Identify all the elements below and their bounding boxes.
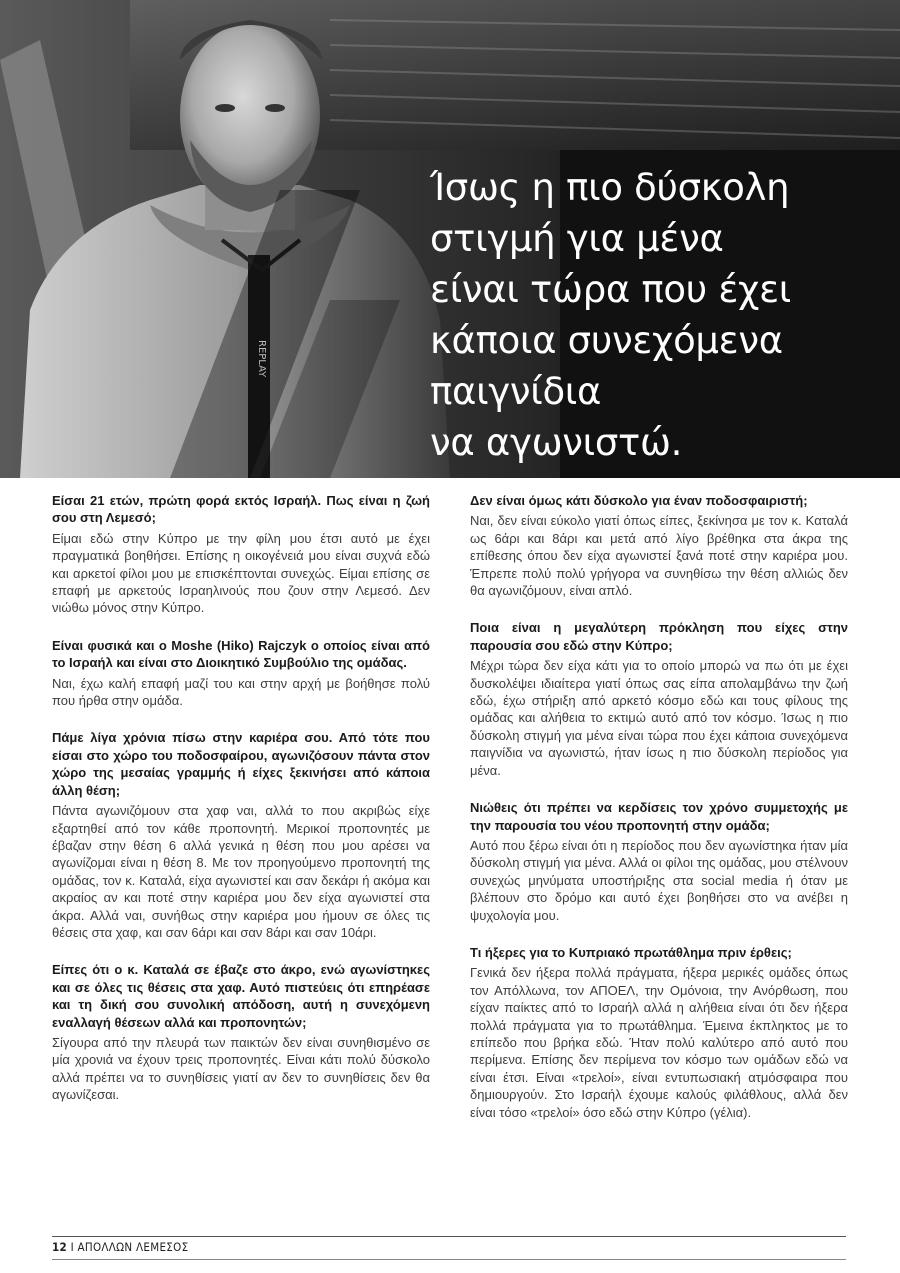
magazine-name: ΑΠΟΛΛΩΝ ΛΕΜΕΣΟΣ bbox=[77, 1240, 189, 1254]
interview-question: Νιώθεις ότι πρέπει να κερδίσεις τον χρόνο συμμετοχής με την παρουσία του νέου προπονητή στην ομάδα; bbox=[470, 800, 848, 833]
pull-quote bbox=[430, 162, 890, 468]
interview-question: Τι ήξερες για το Κυπριακό πρωτάθλημα πριν έρθεις; bbox=[470, 944, 792, 960]
qa-block bbox=[470, 619, 848, 779]
pull-quote-line: κάποια συνεχόμενα bbox=[430, 319, 783, 362]
pull-quote-line: στιγμή για μένα bbox=[430, 217, 724, 260]
qa-block bbox=[52, 637, 430, 710]
pull-quote-line: παιγνίδια bbox=[430, 370, 602, 413]
interview-answer: Σίγουρα από την πλευρά των παικτών δεν είναι συνηθισμένο σε μία χρονιά να έχουν τρεις προπονητές. Είναι κάτι πολύ δύσκολο αλλά πρέπει να το συνηθίσεις γιατί αν δεν το συνηθίσεις δεν θα αγωνίζεσαι. bbox=[52, 1034, 430, 1103]
footer-separator: I bbox=[67, 1240, 78, 1254]
qa-block bbox=[470, 944, 848, 1121]
qa-block bbox=[470, 492, 848, 599]
qa-block bbox=[52, 492, 430, 617]
interview-question: Είπες ότι ο κ. Καταλά σε έβαζε στο άκρο, ενώ αγωνίστηκες και σε όλες τις θέσεις στα χαφ. Αυτό πιστεύεις ότι επηρέασε και τη δική σου συνολική απόδοση, αυτή η συνεχόμενη εναλλαγή θέσεων αλλά και προπονητών; bbox=[52, 962, 430, 1030]
page-number: 12 bbox=[52, 1240, 67, 1254]
footer-rule bbox=[52, 1259, 846, 1260]
left-column bbox=[52, 492, 430, 1124]
interview-question: Είσαι 21 ετών, πρώτη φορά εκτός Ισραήλ. Πως είναι η ζωή σου στη Λεμεσό; bbox=[52, 493, 430, 526]
pull-quote-line: να αγωνιστώ. bbox=[430, 421, 683, 464]
hoodie-print-text: REPLAY bbox=[256, 340, 267, 378]
interview-answer: Ναι, έχω καλή επαφή μαζί του και στην αρχή με βοήθησε πολύ που ήρθα στην ομάδα. bbox=[52, 675, 430, 709]
interview-question: Πάμε λίγα χρόνια πίσω στην καριέρα σου. Από τότε που είσαι στο χώρο του ποδοσφαίρου, αγωνιζόσουν πάντα στον χώρο της μεσαίας γραμμής ή είχες ξεκινήσει από κάποια άλλη θέση; bbox=[52, 730, 430, 798]
interview-answer: Είμαι εδώ στην Κύπρο με την φίλη μου έτσι αυτό με έχει πραγματικά βοηθήσει. Επίσης η οικογένειά μου είναι συχνά εδώ και αρκετοί φίλοι μου με επισκέπτονται συνεχώς. Είμαι επίσης σε επαφή με αρκετούς Ισραηλινούς που ζουν στην Λεμεσό. Δεν νιώθω μόνος στην Κύπρο. bbox=[52, 530, 430, 616]
interview-answer: Ναι, δεν είναι εύκολο γιατί όπως είπες, ξεκίνησα με τον κ. Καταλά ως 6άρι και 8άρι και μετά από λίγο βρέθηκα στα άκρα της επίθεσης όπου δεν είχα αγωνιστεί ξανά ποτέ στην καριέρα μου. Έπρεπε πολύ πολύ γρήγορα να συνηθίσω την θέση αλλιώς δεν θα αγωνιζόμουν, είναι απλό. bbox=[470, 513, 848, 599]
qa-block bbox=[470, 799, 848, 924]
right-column bbox=[470, 492, 848, 1141]
interview-question: Ποια είναι η μεγαλύτερη πρόκληση που είχες στην παρουσία σου εδώ στην Κύπρο; bbox=[470, 620, 848, 653]
interview-answer: Αυτό που ξέρω είναι ότι η περίοδος που δεν αγωνίστηκα ήταν μία δύσκολη στιγμή για μένα. Αλλά οι φίλοι της ομάδας, μου στέλνουν συνεχώς μηνύματα υποστήριξης στα social media ή όταν με βλέπουν στο δρόμο και αυτό έχει βοηθήσει στο να ανέβει η ψυχολογία μου. bbox=[470, 837, 848, 923]
pull-quote-line: είναι τώρα που έχει bbox=[430, 268, 792, 311]
pull-quote-line: Ίσως η πιο δύσκολη bbox=[430, 166, 790, 209]
interview-question: Είναι φυσικά και ο Moshe (Hiko) Rajczyk ο οποίος είναι από το Ισραήλ και είναι στο Διοικητικό Συμβούλιο της ομάδας. bbox=[52, 637, 430, 671]
hero-photo bbox=[0, 0, 900, 478]
interview-question: Δεν είναι όμως κάτι δύσκολο για έναν ποδοσφαιριστή; bbox=[470, 493, 808, 508]
qa-block bbox=[52, 729, 430, 941]
interview-answer: Γενικά δεν ήξερα πολλά πράγματα, ήξερα μερικές ομάδες όπως τον Απόλλωνα, τον ΑΠΟΕΛ, την Ομόνοια, την Ανόρθωση, που είχαν παίκτες από το Ισραήλ αλλά η αλήθεια είναι ότι δεν ήξερα πολλά πράγματα για το πρωτάθλημα. Έμεινα έκπληκτος με το επίπεδο που βρήκα εδώ. Ήταν πολύ καλύτερο από αυτό που περίμενα. Επίσης δεν περίμενα τον κόσμο των ομάδων εδώ να είναι έτσι. Είναι «τρελοί», είναι εντυπωσιακή ατμόσφαιρα που δημιουργούν. Στο Ισραήλ έχουμε καλούς φιλάθλους, αλλά δεν είναι τόσο «τρελοί» όσο εδώ στην Κύπρο (γέλια). bbox=[470, 965, 848, 1120]
page-footer bbox=[52, 1236, 846, 1254]
interview-answer: Μέχρι τώρα δεν είχα κάτι για το οποίο μπορώ να πω ότι με έχει δυσκολέψει ιδιαίτερα γιατί όπως σας είπα απολαμβάνω την ζωή εδώ, έχω στήριξη από αρκετό κόσμο εδώ και τους φίλους της ομάδας και αλήθεια το εκτιμώ αυτό από τον κόσμο. Ίσως η πιο δύσκολη στιγμή για μένα είναι τώρα που έχει κάποια συνεχόμενα παιγνίδια να αγωνιστώ, ήταν ίσως η πιο δύσκολη περίοδος για μένα. bbox=[470, 658, 848, 778]
interview-body bbox=[52, 492, 852, 1222]
interview-answer: Πάντα αγωνιζόμουν στα χαφ ναι, αλλά το που ακριβώς είχε εξαρτηθεί από τον κάθε προπονητή. Μερικοί προπονητές με έβαζαν στην θέση 6 αλλά γενικά η θέση που μου αρέσει να αγωνίζομαι είναι η θέση 8. Με τον προηγούμενο προπονητή της ομάδας, τον κ. Καταλά, είχα αγωνιστεί και σαν δεκάρι ή ακόμα και ακραίος αν και ποτέ στην καριέρα μου δεν είχα αγωνιστεί στα άκρα. Αλλά ναι, συνήθως στην καριέρα μου ήμουν σε όλες τις θέσεις στα χαφ, και σαν 6άρι και σαν 8άρι και σαν 10άρι. bbox=[52, 803, 430, 940]
qa-block bbox=[52, 961, 430, 1103]
